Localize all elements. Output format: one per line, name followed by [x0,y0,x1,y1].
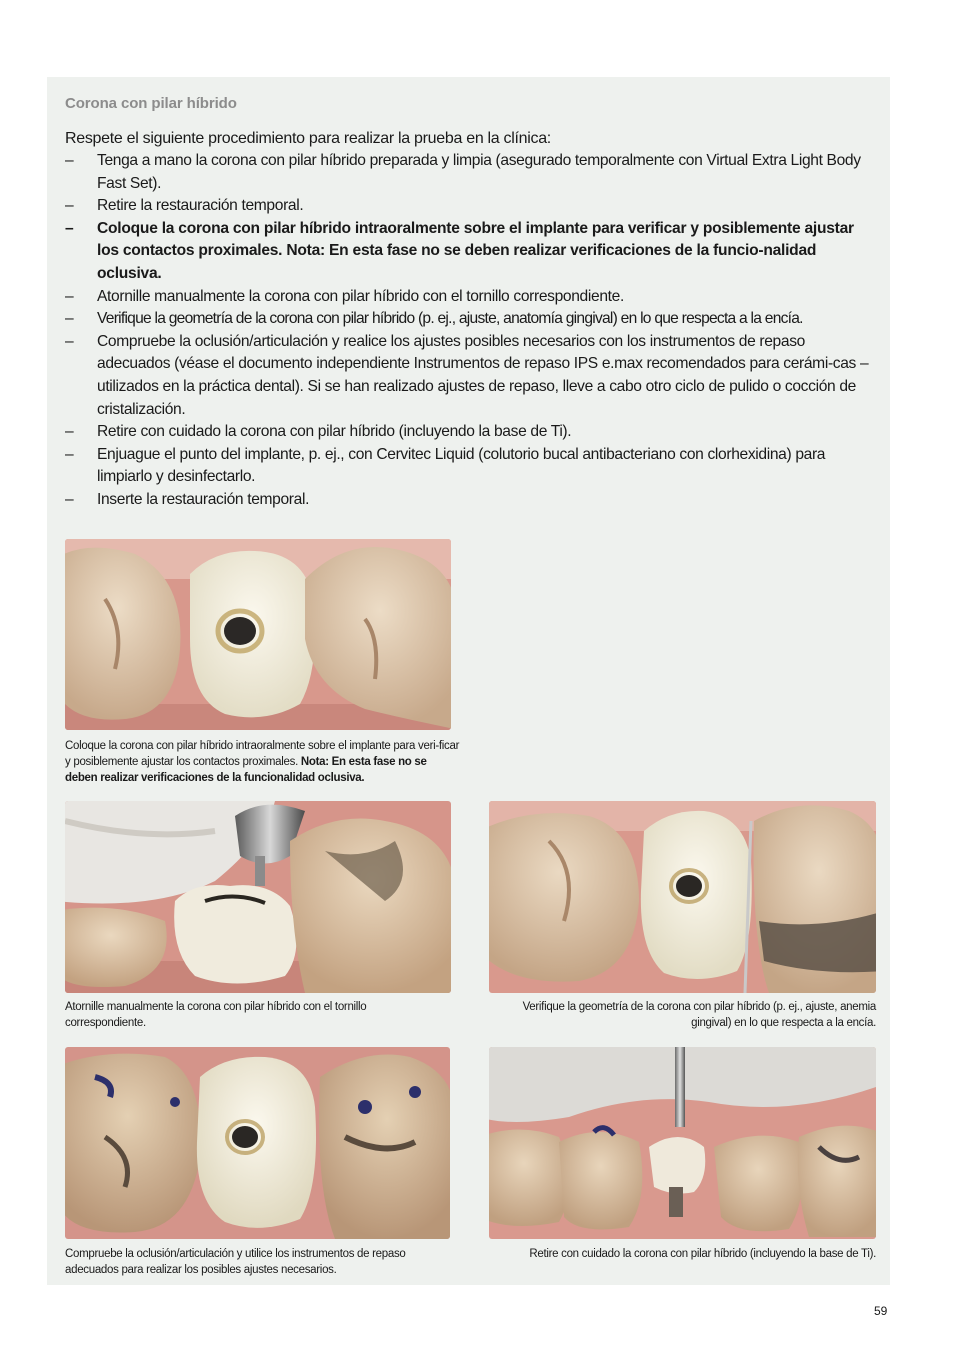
bullet-dash: – [65,310,73,328]
page-number: 59 [874,1304,888,1318]
step-text: Verifique la geometría de la corona con pilar híbrido (p. ej., ajuste, anatomía gingival) en lo que respecta a la encía. [97,310,803,328]
caption-photo-3: Verifique la geometría de la corona con pilar híbrido (p. ej., ajuste, anemia gingival) en lo que respecta a la encía. [522,1001,876,1029]
step-8 [65,444,875,489]
photo-screwing-crown [65,801,451,993]
step-text: Retire con cuidado la corona con pilar híbrido (incluyendo la base de Ti). [97,423,572,441]
caption-text: Coloque la corona con pilar híbrido intraoralmente sobre el implante para veri-ficar y posiblemente ajustar los contactos proximales. [65,740,460,768]
bullet-dash: – [65,197,74,215]
step-text: Retire la restauración temporal. [97,197,304,215]
caption-photo-1 [65,738,460,786]
intro-text: Respete el siguiente procedimiento para realizar la prueba en la clínica: [65,130,551,147]
photo-verify-geometry [489,801,876,993]
step-4 [65,286,875,309]
caption-photo-5: Retire con cuidado la corona con pilar híbrido (incluyendo la base de Ti). [529,1248,876,1260]
caption-note-bold: Nota: En esta fase no se deben realizar verificaciones de la funcionalidad oclusiva. [65,756,427,784]
caption-photo-2: Atornille manualmente la corona con pilar híbrido con el tornillo correspondiente. [65,1001,367,1029]
bullet-dash: – [65,219,74,237]
step-text: Coloque la corona con pilar híbrido intraoralmente sobre el implante para verificar y posiblemente ajustar los contactos proximales. Nota: En esta fase no se deben realizar verificaciones de la funcio-nalidad oclusiva. [97,219,854,282]
procedure-steps [65,150,875,512]
step-2 [65,195,875,218]
photo-remove-crown [489,1047,876,1239]
bullet-dash: – [65,152,74,169]
step-9 [65,489,875,512]
step-6 [65,331,875,421]
step-text: Atornille manualmente la corona con pilar híbrido con el tornillo correspondiente. [97,287,624,305]
bullet-dash: – [65,445,74,463]
section-heading: Corona con pilar híbrido [65,95,237,112]
bullet-dash: – [65,332,74,350]
photo-crown-try-in [65,539,451,730]
step-1 [65,150,875,195]
bullet-dash: – [65,287,74,305]
step-text: Inserte la restauración temporal. [97,490,310,508]
bullet-dash: – [65,423,74,441]
step-5 [65,308,875,331]
step-7 [65,421,875,444]
step-text: Enjuague el punto del implante, p. ej., con Cervitec Liquid (colutorio bucal antibacteriano con clorhexidina) para limpiarlo y desinfectarlo. [97,445,826,486]
photo-occlusion-check [65,1047,450,1239]
step-text: Compruebe la oclusión/articulación y realice los ajustes posibles necesarios con los instrumentos de repaso adecuados (véase el documento independiente Instrumentos de repaso IPS e.max recomendados para cerámi-cas – utilizados en la práctica dental). Si se han realizado ajustes de repaso, lleve a cabo otro ciclo de pulido o cocción de cristalización. [97,332,869,418]
caption-photo-4: Compruebe la oclusión/articulación y utilice los instrumentos de repaso adecuados para realizar los posibles ajustes necesarios. [65,1248,406,1276]
step-3 [65,218,875,286]
step-text: Tenga a mano la corona con pilar híbrido preparada y limpia (asegurado temporalmente con Virtual Extra Light Body Fast Set). [97,152,861,192]
bullet-dash: – [65,490,74,508]
